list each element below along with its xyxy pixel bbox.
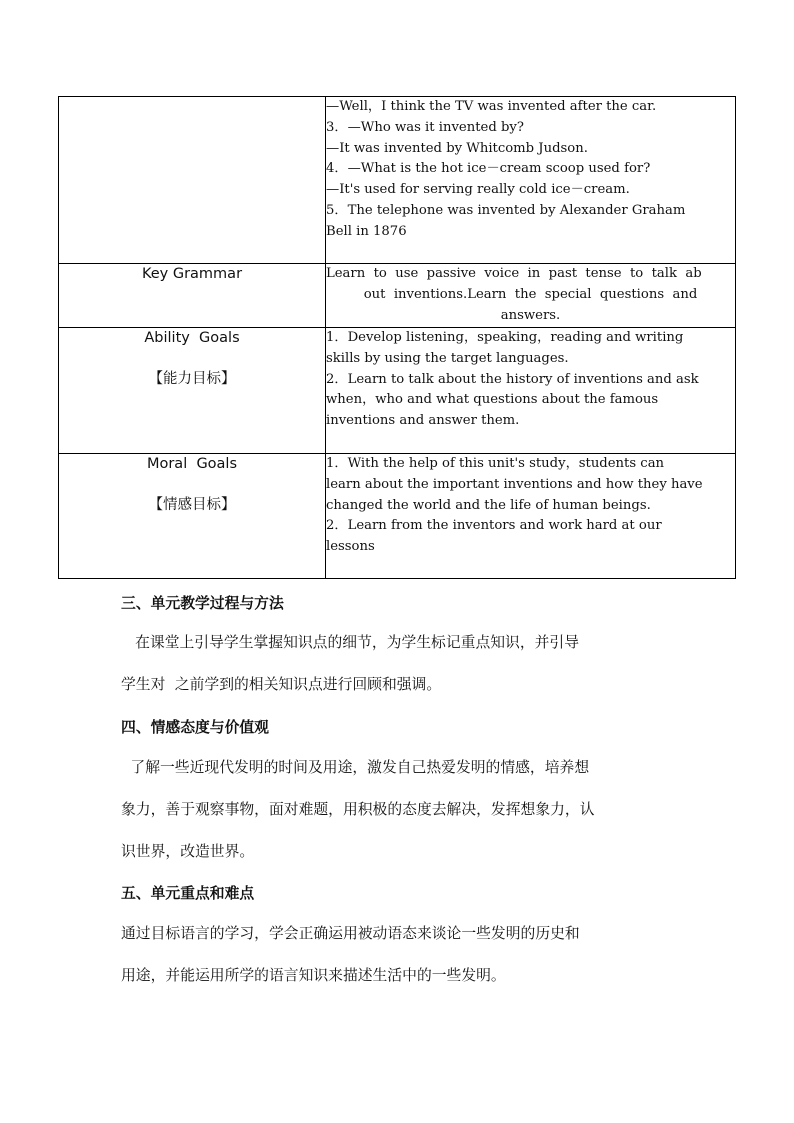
row-label-cell (59, 328, 326, 454)
section-paragraph-key-points (121, 913, 681, 997)
table-row (59, 264, 736, 328)
moral-goals-cn-label: 【情感目标】 (148, 497, 236, 513)
table-row (59, 454, 736, 579)
row-content-cell (326, 328, 736, 454)
row-content-cell (326, 97, 736, 264)
paragraph-line: 了解一些近现代发明的时间及用途，激发自己热爱发明的情感，培养想 (121, 759, 590, 776)
row-content-cell (326, 264, 736, 328)
section-heading-teaching-process: 三、单元教学过程与方法 (121, 595, 284, 612)
content-line: skills by using the target languages. (326, 350, 569, 366)
content-line: 1．Develop listening，speaking，reading and writing (326, 330, 684, 345)
table-row (59, 328, 736, 454)
moral-goals-label: Moral Goals (146, 456, 238, 472)
content-line: 5．The telephone was invented by Alexander Graham (326, 202, 686, 218)
paragraph-line: 象力，善于观察事物，面对难题，用积极的态度去解决，发挥想象力，认 (121, 801, 595, 818)
paragraph-line: 用途，并能运用所学的语言知识来描述生活中的一些发明。 (121, 967, 506, 984)
content-line: 2．Learn to talk about the history of inventions and ask (326, 371, 699, 387)
ability-goals-cn-label: 【能力目标】 (148, 371, 236, 387)
content-line: Learn to use passive voice in past tense to talk ab (326, 266, 702, 281)
content-line: 3．—Who was it invented by? (326, 119, 524, 135)
lesson-plan-table (58, 96, 736, 579)
content-line: out inventions.Learn the special questions and (363, 286, 698, 302)
content-line: inventions and answer them. (326, 413, 520, 429)
section-paragraph-teaching-process (121, 622, 681, 706)
paragraph-line: 识世界，改造世界。 (121, 843, 255, 860)
ability-goals-label: Ability Goals (144, 330, 240, 346)
content-line: 1．With the help of this unit's study，students can (326, 456, 665, 471)
section-heading-key-points: 五、单元重点和难点 (121, 885, 255, 902)
row-content-cell (326, 454, 736, 579)
content-line: —Well，I think the TV was invented after the car. (326, 99, 657, 114)
key-grammar-label: Key Grammar (141, 266, 243, 282)
content-line: Bell in 1876 (326, 223, 407, 239)
content-line: 4．—What is the hot ice－cream scoop used for? (326, 161, 651, 177)
section-heading-values: 四、情感态度与价值观 (121, 719, 269, 736)
row-label-cell (59, 454, 326, 579)
content-line: —It was invented by Whitcomb Judson. (326, 140, 588, 156)
row-label-cell (59, 264, 326, 328)
content-line: when，who and what questions about the famous (326, 392, 659, 408)
paragraph-line: 通过目标语言的学习，学会正确运用被动语态来谈论一些发明的历史和 (121, 925, 580, 942)
paragraph-line: 在课堂上引导学生掌握知识点的细节，为学生标记重点知识，并引导 (121, 634, 580, 651)
content-line: learn about the important inventions and how they have (326, 476, 703, 492)
content-line: 2．Learn from the inventors and work hard at our (326, 518, 662, 534)
section-paragraph-values (121, 747, 681, 873)
table-row (59, 97, 736, 264)
content-line: answers. (500, 307, 561, 323)
paragraph-line: 学生对 之前学到的相关知识点进行回顾和强调。 (121, 676, 442, 693)
content-line: —It's used for serving really cold ice－cream. (326, 182, 630, 198)
content-line: changed the world and the life of human beings. (326, 497, 651, 513)
content-line: lessons (326, 539, 375, 555)
row-label-cell (59, 97, 326, 264)
